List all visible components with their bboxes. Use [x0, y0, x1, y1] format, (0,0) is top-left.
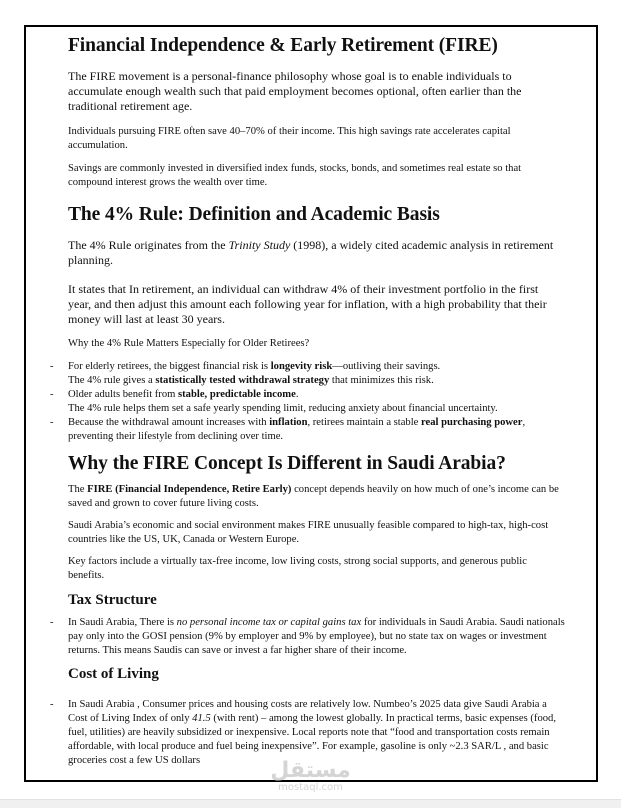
rule-paragraph-1	[68, 238, 563, 268]
trinity-study-citation: Trinity Study	[228, 238, 291, 252]
bullet-item-1	[50, 360, 565, 388]
saudi-paragraph-3: Key factors include a virtually tax-free income, low living costs, strong social supports, and generous public benefits.	[68, 556, 527, 581]
bold-term: inflation	[269, 417, 308, 428]
saudi-paragraph-2: Saudi Arabia’s economic and social environment makes FIRE unusually feasible compared to high-tax, high-cost countries like the US, UK, Canada or Western Europe.	[68, 520, 549, 545]
rule-paragraph-2: It states that In retirement, an individual can withdraw 4% of their investment portfolio in the first year, and then adjust this amount each following year for inflation, with a high probability that their money will last at least 30 years.	[68, 282, 547, 326]
italic-value: 41.5	[192, 713, 211, 724]
bullet-item-3	[50, 416, 565, 444]
bullet-dash: -	[50, 699, 54, 710]
watermark-url: mostaql.com	[278, 782, 343, 793]
bold-term: statistically tested withdrawal strategy	[155, 375, 330, 386]
fire-paragraph-3: Savings are commonly invested in diversified index funds, stocks, bonds, and sometimes real estate so that compound interest grows the wealth over time.	[68, 163, 522, 188]
heading-saudi-fire: Why the FIRE Concept Is Different in Saudi Arabia?	[68, 453, 506, 474]
italic-term: no personal income tax or capital gains tax	[176, 617, 362, 628]
bullet-line: Older adults benefit from stable, predictable income.	[68, 389, 299, 400]
bullet-dash: -	[50, 417, 54, 428]
heading-cost-of-living: Cost of Living	[68, 666, 159, 682]
fire-paragraph-2: Individuals pursuing FIRE often save 40–70% of their income. This high savings rate accelerates capital accumulation.	[68, 126, 511, 151]
text: (1998), a widely cited academic analysis in retirement planning.	[68, 238, 554, 267]
fire-paragraph-1: The FIRE movement is a personal-finance philosophy whose goal is to enable individuals to accumulate enough wealth such that paid employment becomes optional, often earlier than the traditional retirement age.	[68, 69, 522, 113]
heading-fire: Financial Independence & Early Retirement (FIRE)	[68, 35, 498, 56]
bullet-line: Because the withdrawal amount increases with inflation, retirees maintain a stable real purchasing power, preventing their lifestyle from declining over time.	[68, 417, 526, 442]
bullet-dash: -	[50, 389, 54, 400]
bullet-dash: -	[50, 361, 54, 372]
saudi-paragraph-1: The FIRE (Financial Independence, Retire Early) concept depends heavily on how much of one’s income can be saved and grown to cover future living costs.	[68, 484, 559, 509]
bold-term: longevity risk	[270, 361, 333, 372]
bullet-text: In Saudi Arabia , Consumer prices and housing costs are relatively low. Numbeo’s 2025 data give Saudi Arabia a Cost of Living Index of only 41.5 (with rent) – among the lowest globally. In practical terms, basic expenses (food, fuel, utilities) are heavily subsidized or inexpensive. Local reports note that “food and transportation costs remain affordable, with local produce and fuel being inexpensive”. For example, gasoline is only ~2.3 SAR/L , and basic groceries cost a few US dollars	[68, 699, 556, 766]
text: The 4% Rule originates from the	[68, 238, 229, 252]
bullet-line: The 4% rule gives a statistically tested withdrawal strategy that minimizes this risk.	[68, 375, 434, 386]
bullet-line: For elderly retirees, the biggest financial risk is longevity risk—outliving their savings.	[68, 361, 441, 372]
document-page	[24, 25, 598, 782]
watermark-logo: مستقل	[270, 758, 351, 783]
heading-tax-structure: Tax Structure	[68, 592, 157, 608]
bullet-text: In Saudi Arabia, There is no personal income tax or capital gains tax for individuals in Saudi Arabia. Saudi nationals pay only into the GOSI pension (9% by employer and 9% by employee), but no state tax on wages or investment returns. This means Saudis can save or invest a far higher share of their income.	[68, 617, 565, 656]
bullet-dash: -	[50, 617, 54, 628]
bullet-line: The 4% rule helps them set a safe yearly spending limit, reducing anxiety about financial uncertainty.	[68, 403, 498, 414]
tax-bullet	[50, 616, 565, 658]
bullet-item-2	[50, 388, 565, 416]
bold-term: real purchasing power	[421, 417, 523, 428]
bold-term: stable, predictable income	[178, 389, 296, 400]
bold-term: FIRE (Financial Independence, Retire Early)	[87, 484, 292, 495]
rule-subheading: Why the 4% Rule Matters Especially for Older Retirees?	[68, 338, 310, 349]
heading-4-percent-rule: The 4% Rule: Definition and Academic Basis	[68, 204, 440, 225]
